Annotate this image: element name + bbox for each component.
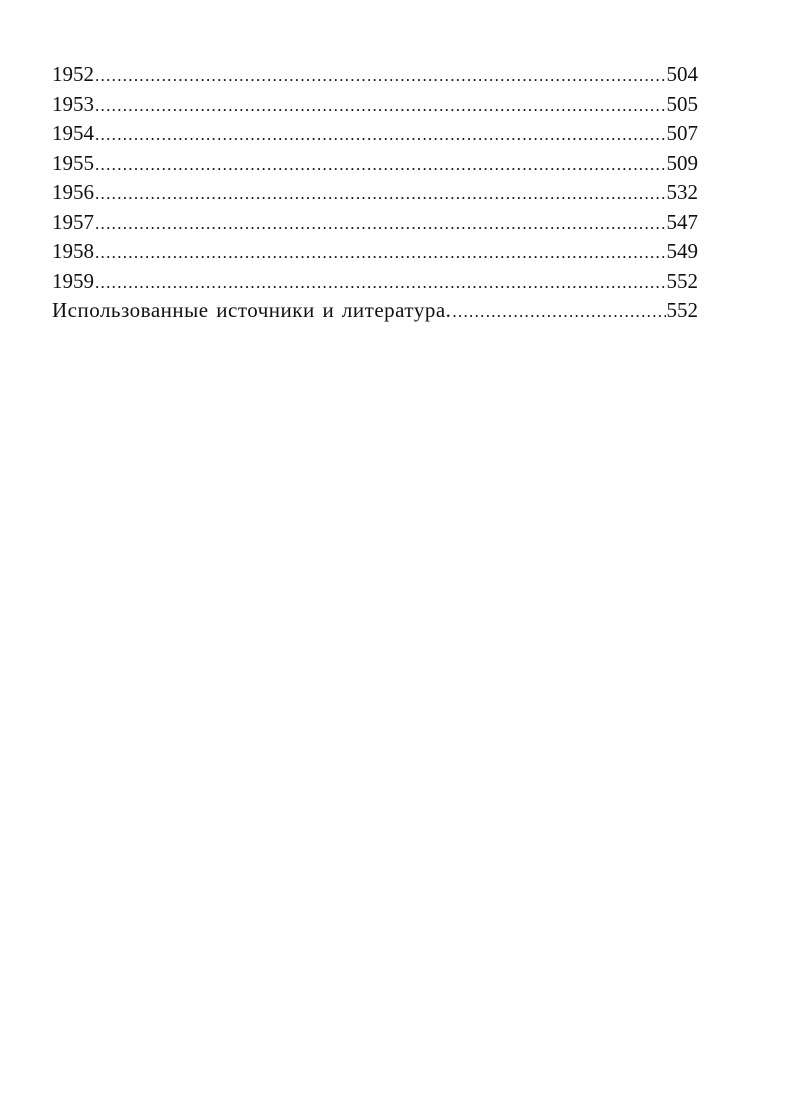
toc-entry-page: 552 [666,268,698,293]
toc-entry-label: 1952 [52,62,94,86]
toc-entry-page: 507 [666,121,698,145]
toc-entry-page: 505 [666,91,698,116]
toc-leader-dots [95,179,666,209]
toc-entry-label: 1954 [52,121,94,145]
toc-entry-1956 [52,178,698,208]
toc-leader-dots [95,150,666,180]
toc-entry-label: 1958 [52,239,94,263]
toc-entry-page: 504 [666,62,698,86]
toc-entry-1958 [52,237,698,267]
toc-leader-dots [95,268,666,298]
toc-leader-dots [95,61,666,91]
toc-leader-dots [95,120,666,150]
toc-entry-1957 [52,208,698,238]
toc-entry-label: 1957 [52,209,94,234]
table-of-contents [52,60,698,326]
toc-entry-label: 1955 [52,150,94,175]
toc-entry-page: 509 [666,150,698,175]
toc-entry-1952 [52,60,698,90]
toc-entry-1955 [52,149,698,179]
toc-entry-1953 [52,90,698,120]
toc-entry-page: 532 [666,180,698,204]
toc-leader-dots [95,238,666,268]
toc-entry-sources [52,296,698,326]
toc-entry-1954 [52,119,698,149]
toc-leader-dots [95,209,666,239]
toc-entry-page: 552 [666,298,698,322]
toc-entry-label: Использованные источники и литература. [52,298,452,322]
toc-entry-label: 1953 [52,91,94,116]
toc-entry-label: 1956 [52,180,94,204]
toc-entry-page: 547 [666,209,698,234]
toc-leader-dots [452,297,665,327]
toc-entry-page: 549 [666,239,698,263]
toc-entry-label: 1959 [52,268,94,293]
toc-entry-1959 [52,267,698,297]
toc-leader-dots [95,91,666,121]
